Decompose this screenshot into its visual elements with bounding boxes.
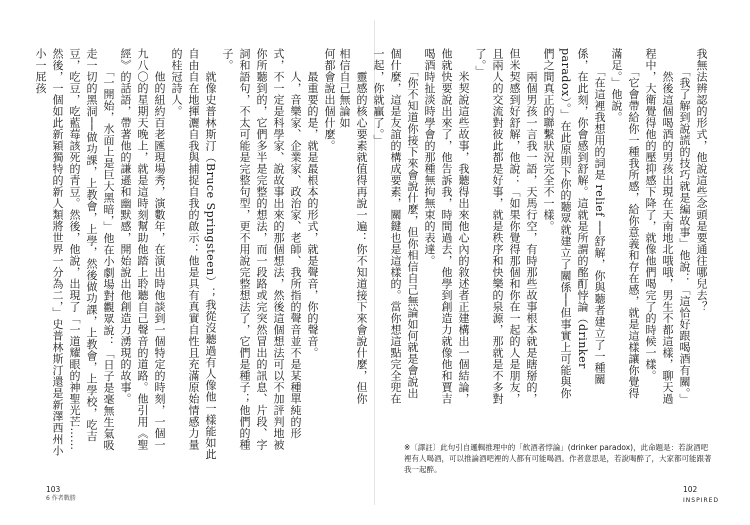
left-folio <box>46 485 76 503</box>
right-running-head: INSPIRED <box>683 497 720 504</box>
left-page-body-text: 何都會說出個什麼。 最重要的是，就是最根本的形式，就是聲音，你的聲音。 人，音樂家、企業家、政治家、老師、我所指的聲音並不是某種單純的形式，不一定是科學家、說故事出來的那個想法，然後這個想法可以不加評判地被你所聽到的，它們多半是完整的想法，而一段路或完突然冒出的訊息、片段、字詞和語句，不太可能是完整句型，更不用說完整想法了，它們是種子；他們的種子。 就像史普林斯汀（Bruce Springsteen）；我從沒聽過有人像他一樣能如此自由自在地揮灑自我與捕捉自我的啟示：他是具有真實自性且充滿原始情感力量的桂冠詩人。 他的紐約百老匯現場秀，演數年，在演出時他談到一個特定的時刻，一個一九八〇的星期天晚上，就是這時刻幫助他踏上聆聽自己聲音的道路。他引用《聖經》的話語，帶著他的謙遜和幽默感，開始說出他創造力湧現的故事。 「一開始，水面上是巨大黑暗，」他在小劇場對觀眾說：「日子是毫無生氣吸走一切的黑洞──做功課，上教會，上學，然後做功課，上教會，上學校，吃吉豆，吃豆，吃藍莓該死的青豆。然後，他說，出現了「一道耀眼的神聖光芒……然後，一個如此新穎獨特的新人類將世界一分為二，」史普林斯汀還是新澤西州小小一屁孩 <box>34 48 336 460</box>
right-page-body-text: 我無法辨認的形式，他說這些念頭是要通往哪兒去？ 「我了解到說謊的技巧就是編故事」他說：「這恰好跟喝酒有關。」 然後這個喝酒的男孩出現在天南地北哦哦，男生不都這樣，聊天過程中，大衛覺得他的壓抑感下降了，就像他們喝完了的時候一樣。 「它會帶給你一種我所感，給你意義和存在感，就是這樣讓你覺得滿足。」他說。 「在這裡我想用的詞是 relief ──舒解，你與聽者建立了一種關係，在此刻，你會感到舒解。這就是所謂的酩酊悖論（drinker paradox）。」在此原則下你的聽眾就建立了關係──但事實上可能與你們之間真正的聯繫狀況完全不一樣。 兩個男孩一言我一語，天馬行空，有時那些故事根本就是瞎掰的，但米契感到好舒解，他說：「如果你覺得那個和你在一起的人是朋友，且兩人的交流對彼此都是好事，就是秩序和快樂的泉源，那就是不多對了。」 米契說這些故事，我聽得出來他心內的敘述者正建構出一個結論，他就快要說出來了，他告訴我，時間過去，他學到創造力就像他和賈吉喝酒時扯淡時學會的那種無拘無束的表達。 「你不知道你接下來會說什麼，但你相信自己無論如何就是會說出個什麼，這是友誼的構成要素，關鍵也是這樣的。當你想這點完全兜在一起，你就贏了。」 靈感的核心要素就值得再說一遍：你不知道接下來會說什麼，但你相信自己無論如 <box>338 48 708 405</box>
right-page-number: 102 <box>683 485 698 494</box>
left-page-number: 103 <box>46 485 61 494</box>
translator-footnote: ※〔譯註〕此句引自邏輯推理中的「飲酒者悖論」(drinker paradox)，此命題是：若說酒吧裡有人喝酒，可以推論酒吧裡的人都有可能喝酒。作者意思是，若說喝醉了，大家都可能跟著我一起醉。 <box>404 443 712 474</box>
left-running-head: 6 作者戰勝 <box>46 495 76 502</box>
